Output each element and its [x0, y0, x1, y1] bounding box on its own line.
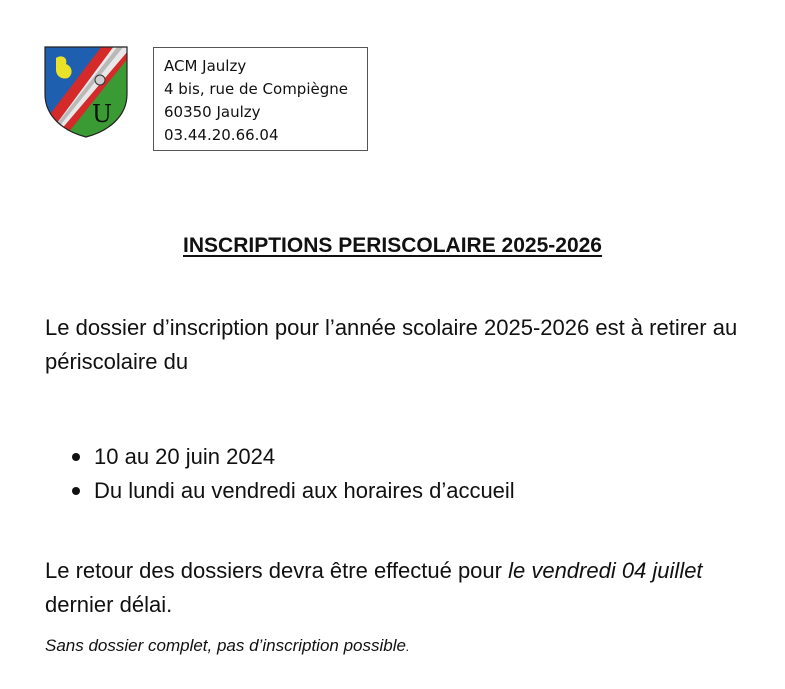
list-item: Du lundi au vendredi aux horaires d’accueil [45, 474, 760, 508]
list-item: 10 au 20 juin 2024 [45, 440, 760, 474]
footnote-end: . [405, 639, 410, 654]
footnote [45, 634, 760, 659]
intro-paragraph: Le dossier d’inscription pour l’année scolaire 2025-2026 est à retirer au périscolaire du [45, 315, 738, 374]
footnote-text: Sans dossier complet, pas d’inscription possible [45, 636, 406, 655]
address-box [153, 47, 368, 151]
return-prefix: Le retour des dossiers devra être effectué pour [45, 558, 509, 583]
municipal-crest [44, 46, 128, 138]
document-title [0, 232, 785, 260]
address-phone: 03.44.20.66.04 [164, 126, 279, 144]
document-title-text: INSCRIPTIONS PERISCOLAIRE 2025-2026 [183, 234, 602, 257]
crest-letter: U [91, 100, 113, 128]
return-paragraph [45, 554, 760, 622]
address-name: ACM Jaulzy [164, 57, 247, 75]
bullet-list [45, 440, 760, 508]
address-street: 4 bis, rue de Compiègne [164, 80, 348, 98]
address-city: 60350 Jaulzy [164, 103, 261, 121]
return-date: le vendredi 04 juillet [508, 558, 703, 583]
crest-shield-icon [44, 46, 128, 138]
return-suffix: dernier délai. [45, 592, 173, 617]
